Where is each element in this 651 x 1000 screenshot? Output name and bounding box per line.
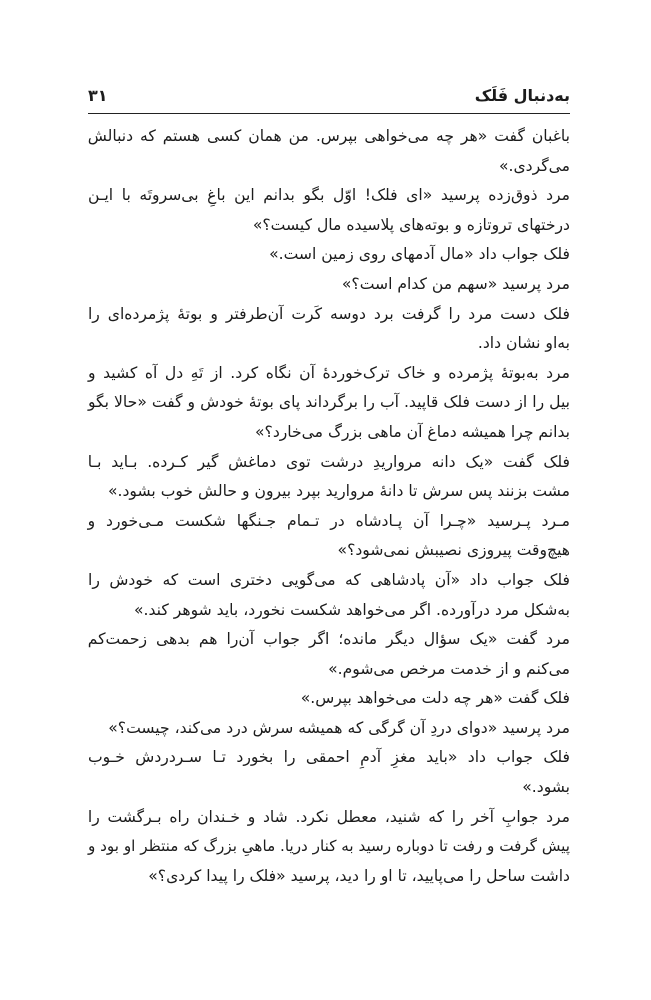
paragraph bbox=[88, 270, 570, 300]
running-head-title: به‌دنبال فَلَک bbox=[474, 86, 570, 105]
text-line: مشت بزنند پس سرش تا دانهٔ مروارید بپرد بیرون و حالش خوب بشود.» bbox=[107, 482, 570, 501]
text-line: می‌گردی.» bbox=[498, 156, 570, 175]
paragraph bbox=[88, 448, 570, 507]
header-rule bbox=[88, 113, 570, 114]
text-line: به‌شکل مرد درآورده. اگر می‌خواهد شکست نخورد، باید شوهر کند.» bbox=[133, 600, 570, 619]
text-line: مـرد پـرسید «چـرا آن پـادشاه در تـمام جـنگها شکست مـی‌خورد و bbox=[87, 511, 570, 530]
paragraph bbox=[88, 566, 570, 625]
text-line: مرد پرسید «سهم من کدام است؟» bbox=[341, 274, 570, 293]
running-head bbox=[88, 86, 570, 114]
paragraph bbox=[88, 714, 570, 744]
text-line: باغبان گفت «هر چه می‌خواهی بپرس. من همان کسی هستم که دنبالش bbox=[87, 127, 570, 145]
text-line: درختهای تروتازه و بوته‌های پلاسیده مال کیست؟» bbox=[252, 215, 570, 234]
paragraph bbox=[88, 743, 570, 802]
text-line: فلک جواب داد «آن پادشاهی که می‌گویی دختری است که خودش را bbox=[88, 570, 570, 589]
paragraph bbox=[88, 300, 570, 359]
text-line: مرد ذوق‌زده پرسید «ای فلک! اوّل بگو بدانم این باغِ بی‌سروتَه با ایـن bbox=[88, 186, 570, 205]
paragraph bbox=[88, 684, 570, 714]
text-line: فلک گفت «یک دانه مرواریدِ درشت توی دماغش گیر کـرده. بـاید بـا bbox=[87, 452, 570, 471]
text-line: می‌کنم و از خدمت مرخص می‌شوم.» bbox=[328, 659, 570, 678]
paragraph bbox=[88, 507, 570, 566]
text-line: مرد جوابِ آخر را که شنید، معطل نکرد. شاد و خـندان راه بـرگشت را bbox=[87, 807, 570, 826]
paragraph bbox=[88, 181, 570, 240]
text-line: بیل را از دست فلک قاپید. آب را برگرداند پای بوتهٔ خودش و گفت «حالا بگو bbox=[88, 393, 570, 412]
paragraph bbox=[88, 625, 570, 684]
text-line: هیچ‌وقت پیروزی نصیبش نمی‌شود؟» bbox=[337, 541, 570, 560]
text-line: مرد به‌بوتهٔ پژمرده و خاک ترک‌خوردهٔ آن نگاه کرد. از تَهِ دل آه کشید و bbox=[88, 363, 570, 382]
text-line: فلک جواب داد «باید مغزِ آدمِ احمقی را بخورد تـا سـردردش خـوب bbox=[88, 748, 570, 767]
text-line: فلک دست مرد را گرفت برد دوسه کَرت آن‌طرفتر و بوتهٔ پژمرده‌ای را bbox=[87, 304, 570, 323]
text-line: پیش گرفت و رفت تا دوباره رسید به کنار دریا. ماهیِ بزرگ که منتظر او بود و bbox=[88, 837, 570, 856]
text-line: مرد پرسید «دوای دردِ آن گرگی که همیشه سرش درد می‌کند، چیست؟» bbox=[108, 718, 570, 737]
text-line: بشود.» bbox=[522, 778, 570, 797]
text-line: فلک جواب داد «مال آدمهای روی زمین است.» bbox=[269, 245, 570, 264]
text-line: به‌او نشان داد. bbox=[477, 334, 570, 353]
text-line: بدانم چرا همیشه دماغ آن ماهی بزرگ می‌خارد؟» bbox=[255, 422, 570, 441]
paragraph bbox=[88, 359, 570, 448]
text-line: داشت ساحل را می‌پایید، تا او را دید، پرسید «فلک را پیدا کردی؟» bbox=[148, 866, 570, 885]
text-line: مرد گفت «یک سؤال دیگر مانده؛ اگر جواب آن‌را هم بدهی زحمت‌کم bbox=[87, 630, 570, 649]
body-text bbox=[88, 122, 570, 891]
page-number: ۳۱ bbox=[88, 86, 108, 105]
text-line: فلک گفت «هر چه دلت می‌خواهد بپرس.» bbox=[300, 689, 570, 708]
paragraph bbox=[88, 122, 570, 181]
paragraph bbox=[88, 240, 570, 270]
paragraph bbox=[88, 803, 570, 892]
